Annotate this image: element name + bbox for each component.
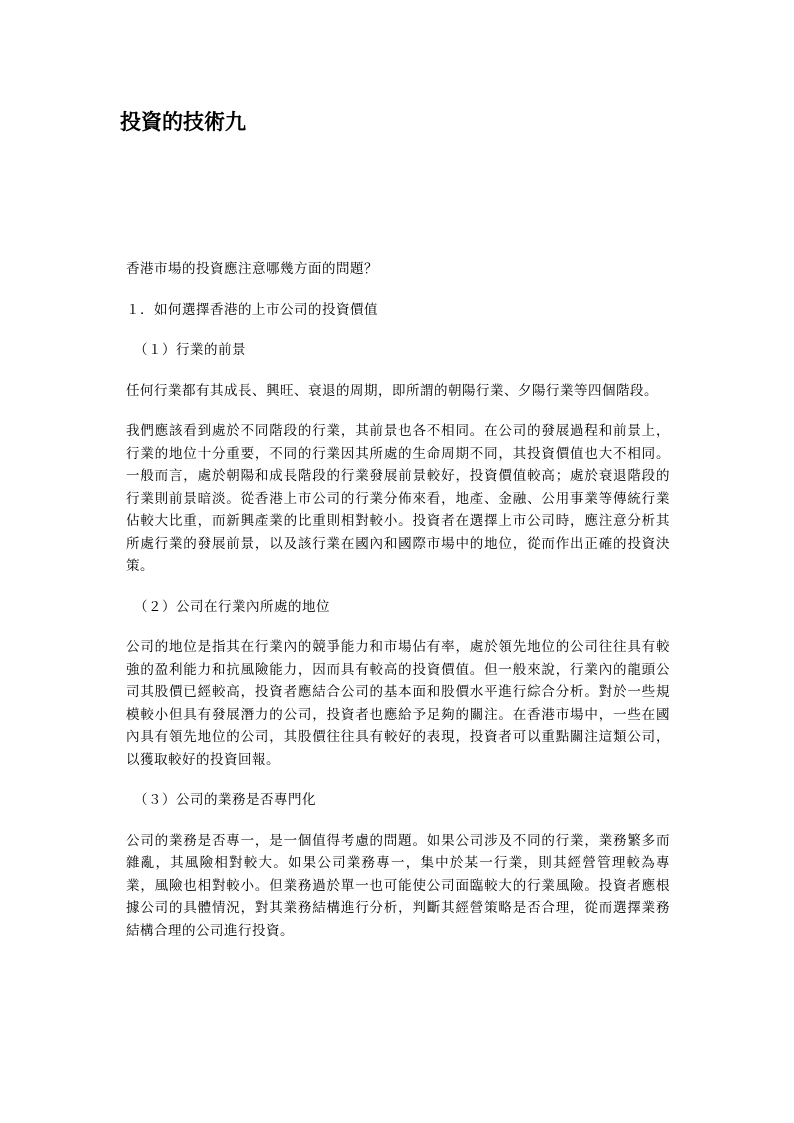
subsection-3-paragraph: 公司的業務是否專一，是一個值得考慮的問題。如果公司涉及不同的行業，業務繁多而雜亂，其風險相對較大。如果公司業務專一，集中於某一行業，則其經營管理較為專業，風險也相對較小。但業務過於單一也可能使公司面臨較大的行業風險。投資者應根據公司的具體情況，對其業務結構進行分析，判斷其經營策略是否合理，從而選擇業務結構合理的公司進行投資。 — [126, 832, 670, 939]
subsection-1-heading: （１）行業的前景 — [134, 342, 246, 358]
subsection-3-heading: （３）公司的業務是否專門化 — [134, 792, 316, 808]
subsection-1-paragraph: 我們應該看到處於不同階段的行業，其前景也各不相同。在公司的發展過程和前景上，行業的地位十分重要，不同的行業因其所處的生命周期不同，其投資價值也大不相同。一般而言，處於朝陽和成長階段的行業發展前景較好，投資價值較高；處於衰退階段的行業則前景暗淡。從香港上市公司的行業分佈來看，地產、金融、公用事業等傳統行業佔較大比重，而新興產業的比重則相對較小。投資者在選擇上市公司時，應注意分析其所處行業的發展前景，以及該行業在國內和國際市場中的地位，從而作出正確的投資決策。 — [126, 423, 670, 574]
subsection-2-paragraph: 公司的地位是指其在行業內的競爭能力和市場佔有率，處於領先地位的公司往往具有較強的盈利能力和抗風險能力，因而具有較高的投資價值。但一般來說，行業內的龍頭公司其股價已經較高，投資者應結合公司的基本面和股價水平進行綜合分析。對於一些規模較小但具有發展潛力的公司，投資者也應給予足夠的關注。在香港市場中，一些在國內具有領先地位的公司，其股價往往具有較好的表現，投資者可以重點關注這類公司，以獲取較好的投資回報。 — [126, 639, 670, 768]
intro-paragraph: 香港市場的投資應注意哪幾方面的問題？ — [126, 261, 378, 277]
document-title: 投資的技術九 — [120, 110, 246, 134]
section-1-heading: １．如何選擇香港的上市公司的投資價值 — [126, 301, 378, 318]
subsection-1-paragraph: 任何行業都有其成長、興旺、衰退的周期，即所謂的朝陽行業、夕陽行業等四個階段。 — [126, 382, 658, 399]
subsection-2-heading: （２）公司在行業內所處的地位 — [134, 598, 330, 615]
document-body — [126, 258, 670, 960]
